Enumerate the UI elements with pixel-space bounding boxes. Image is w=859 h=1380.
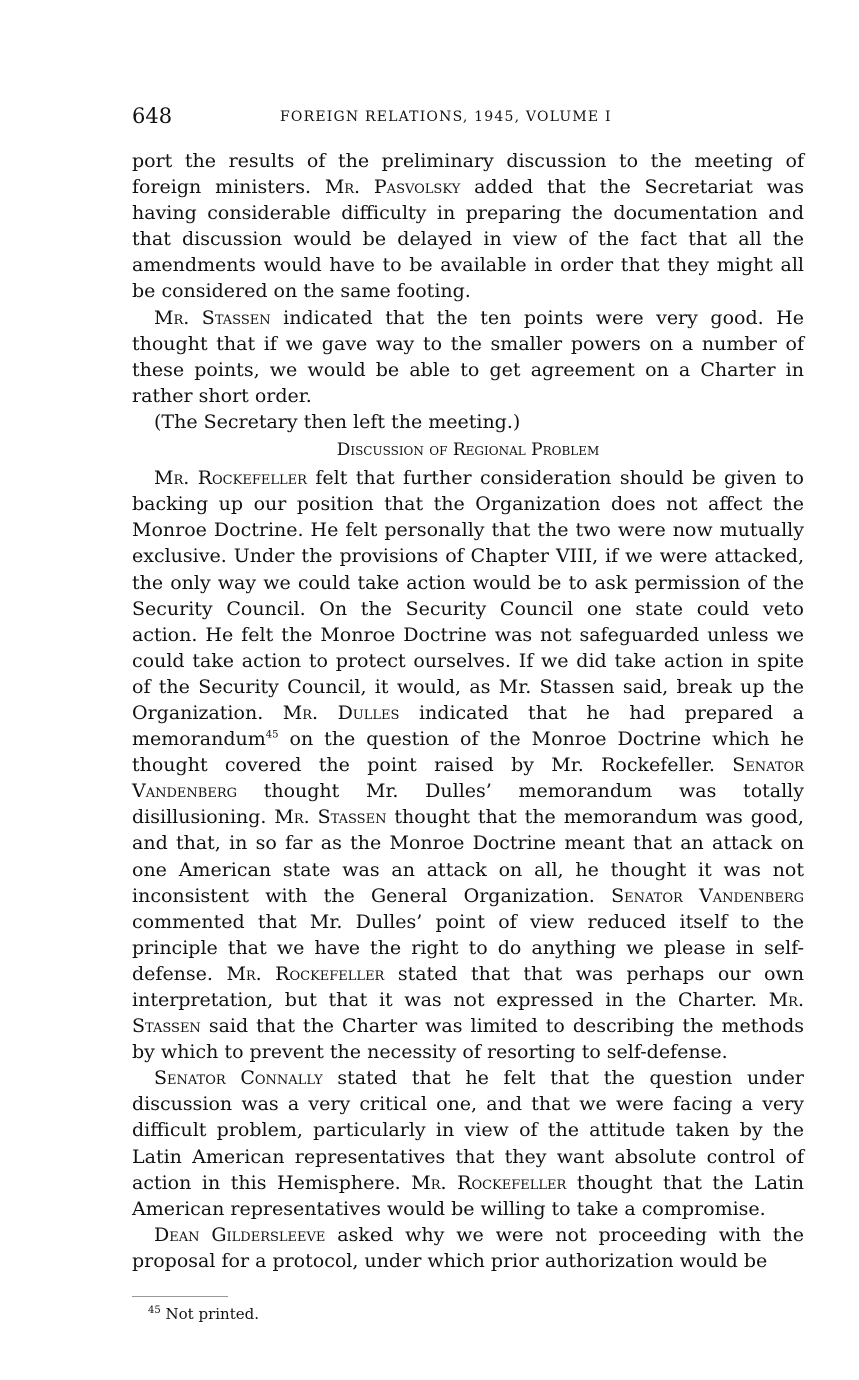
speaker-name: Mr. Stassen: [132, 989, 804, 1038]
page-header: [132, 104, 804, 130]
speaker-name: Mr. Rockefeller: [411, 1171, 567, 1194]
speaker-name: Mr. Rockefeller: [154, 467, 307, 490]
paragraph-5: Senator Connally stated that he felt that the question under discussion was a very critical one, and that we were facing a very difficult problem, particularly in view of the attitude taken by the Latin American representatives that they want absolute control of action in this Hemisphere. Mr. Rockefeller thought that the Latin American representatives would be willing to take a compromise.: [132, 1067, 804, 1220]
section-heading: Discussion of Regional Problem: [336, 440, 600, 461]
footnote-divider: [132, 1296, 228, 1297]
speaker-name: Dean Gildersleeve: [154, 1223, 326, 1246]
speaker-name: Mr. Pasvolsky: [324, 176, 461, 199]
paragraph-1: port the results of the preliminary discussion to the meeting of foreign ministers. Mr. Pasvolsky added that the Secretariat was having considerable difficulty in preparing the documentation and that discussion would be delayed in view of the fact that all the amendments would have to be available in order that they might all be considered on the same footing.: [132, 150, 804, 303]
footnote-marker: 45: [148, 1305, 161, 1316]
speaker-name: Mr. Rockefeller: [226, 962, 385, 985]
paragraph-6: Dean Gildersleeve asked why we were not proceeding with the proposal for a protocol, under which prior authorization would be: [132, 1223, 804, 1272]
paragraph-2: Mr. Stassen indicated that the ten points were very good. He thought that if we gave way to the smaller powers on a number of these points, we would be able to get agreement on a Charter in rather short order.: [132, 306, 804, 407]
paragraph-4: Mr. Rockefeller felt that further consideration should be given to backing up our position that the Organization does not affect the Monroe Doctrine. He felt personally that the two were now mutually exclusive. Under the provisions of Chapter VIII, if we were attacked, the only way we could take action would be to ask permission of the Security Council. On the Security Council one state could veto action. He felt the Monroe Doctrine was not safeguarded unless we could take action to protect ourselves. If we did take action in spite of the Security Council, it would, as Mr. Stassen said, break up the Organization. Mr. Dulles indicated that he had prepared a memorandum$^{45}$ on the question of the Monroe Doctrine which he thought covered the point raised by Mr. Rockefeller. Senator Vandenberg thought Mr. Dulles’ memorandum was totally disillusioning. Mr. Stassen thought that the memorandum was good, and that, in so far as the Monroe Doctrine meant that an attack on one American state was an attack on all, he thought it was not inconsistent with the General Organization. Senator Vandenberg commented that Mr. Dulles’ point of view reduced itself to the principle that we have the right to do anything we please in self-defense. Mr. Rockefeller stated that that was perhaps our own interpretation, but that it was not expressed in the Charter. Mr. Stassen said that the Charter was limited to describing the methods by which to prevent the necessity of resorting to self-defense.: [132, 467, 805, 1064]
speaker-name: Senator Vandenberg: [611, 884, 805, 907]
footnote-reference[interactable]: 45: [265, 729, 279, 741]
speaker-name: Mr. Dulles: [282, 701, 400, 724]
speaker-name: Mr. Stassen: [154, 306, 271, 329]
page-number: 648: [132, 104, 173, 128]
footnote-text: Not printed.: [165, 1305, 259, 1323]
paragraph-3: (The Secretary then left the meeting.): [154, 410, 521, 433]
body-text: [132, 148, 804, 1274]
speaker-name: Senator Vandenberg: [132, 754, 804, 803]
speaker-name: Mr. Stassen: [274, 806, 387, 829]
footnote: [148, 1305, 259, 1323]
speaker-name: Senator Connally: [154, 1067, 323, 1090]
running-title: FOREIGN RELATIONS, 1945, VOLUME I: [280, 109, 612, 125]
